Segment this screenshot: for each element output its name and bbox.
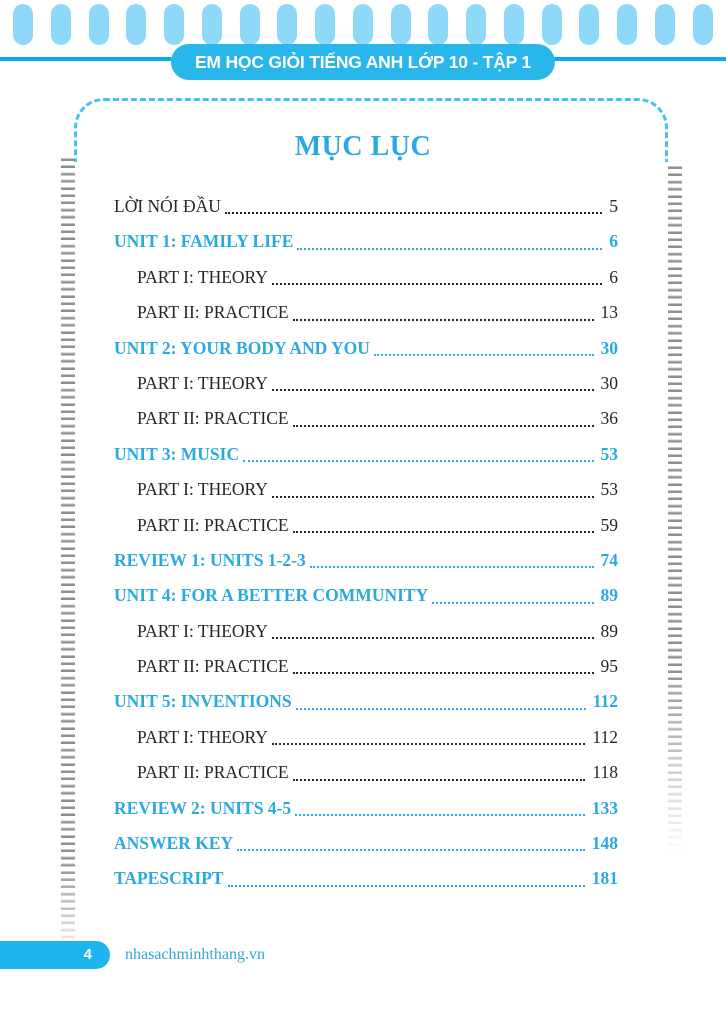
capsule-decoration [240, 4, 260, 45]
capsule-decoration [126, 4, 146, 45]
toc-entry-page: 53 [600, 479, 618, 500]
toc-entry [114, 543, 618, 578]
toc-entry-label: UNIT 4: FOR A BETTER COMMUNITY [114, 585, 429, 606]
toc-entry-label: UNIT 1: FAMILY LIFE [114, 231, 294, 252]
toc-entry-page: 74 [600, 549, 618, 570]
toc-dot-leader [228, 885, 585, 887]
toc-entry-page: 89 [600, 620, 618, 641]
toc-entry-page: 30 [600, 337, 618, 358]
toc-dot-leader [293, 531, 594, 533]
toc-entry [114, 472, 618, 507]
toc-entry-page: 133 [591, 797, 618, 818]
capsule-decoration [504, 4, 524, 45]
capsule-decoration [353, 4, 373, 45]
toc-entry-page: 118 [592, 762, 618, 783]
toc-entry [114, 614, 618, 649]
capsule-decoration [51, 4, 71, 45]
capsule-decoration [579, 4, 599, 45]
toc-dot-leader [272, 496, 594, 498]
toc-entry-page: 6 [609, 231, 618, 252]
toc-entry-page: 6 [609, 266, 618, 287]
toc-entry-label: TAPESCRIPT [114, 868, 224, 889]
capsule-decoration [164, 4, 184, 45]
capsule-decoration [13, 4, 33, 45]
toc-entry [114, 791, 618, 826]
toc-entry [114, 649, 618, 684]
toc-entry-label: PART II: PRACTICE [137, 408, 289, 429]
toc-dot-leader [293, 779, 586, 781]
toc-entry-label: REVIEW 2: UNITS 4-5 [114, 797, 292, 818]
page-title: MỤC LỤC [294, 131, 432, 162]
toc-dot-leader [272, 283, 602, 285]
footer-page-pill [0, 941, 110, 969]
toc-entry-label: PART II: PRACTICE [137, 762, 289, 783]
toc-entry [114, 401, 618, 436]
toc-dot-leader [297, 248, 602, 250]
capsule-decoration [542, 4, 562, 45]
toc-entry-page: 112 [592, 726, 618, 747]
toc-entry-page: 112 [592, 691, 618, 712]
toc-entry-page: 148 [591, 833, 618, 854]
left-spine-stripes [61, 158, 75, 938]
toc-dot-leader [374, 354, 594, 356]
toc-entry-page: 53 [600, 443, 618, 464]
capsule-decoration [617, 4, 637, 45]
toc-dot-leader [296, 708, 586, 710]
toc-entry [114, 508, 618, 543]
toc-entry-label: PART I: THEORY [137, 266, 268, 287]
toc-entry-label: LỜI NÓI ĐẦU [114, 196, 221, 216]
toc-dot-leader [237, 849, 585, 851]
capsule-decoration [655, 4, 675, 45]
capsule-decoration [89, 4, 109, 45]
toc-entry-page: 89 [600, 585, 618, 606]
toc-entry [114, 224, 618, 259]
toc-dot-leader [272, 743, 586, 745]
toc-entry [114, 578, 618, 613]
toc-entry-label: UNIT 2: YOUR BODY AND YOU [114, 337, 370, 358]
toc-entry-label: PART I: THEORY [137, 726, 268, 747]
toc-dot-leader [225, 212, 602, 214]
toc-entry [114, 295, 618, 330]
toc-entry-label: PART I: THEORY [137, 372, 268, 393]
toc-dot-leader [295, 814, 585, 816]
footer-website-link[interactable]: nhasachminhthang.vn [125, 946, 265, 963]
right-spine-stripes [668, 166, 682, 856]
toc-entry-label: PART I: THEORY [137, 479, 268, 500]
toc-entry-page: 13 [600, 302, 618, 323]
toc-entry [114, 437, 618, 472]
toc-entry-label: UNIT 5: INVENTIONS [114, 691, 292, 712]
toc-entry [114, 260, 618, 295]
toc-entry [114, 720, 618, 755]
footer-page-number: 4 [83, 946, 92, 963]
toc-entry-page: 95 [600, 656, 618, 677]
book-title-badge: EM HỌC GIỎI TIẾNG ANH LỚP 10 - TẬP 1 [171, 44, 555, 80]
toc-entry-label: ANSWER KEY [114, 833, 234, 854]
toc-entry-label: PART II: PRACTICE [137, 656, 289, 677]
toc-entry-label: PART II: PRACTICE [137, 514, 289, 535]
capsule-decoration [315, 4, 335, 45]
toc-dot-leader [293, 672, 594, 674]
toc-entry-label: REVIEW 1: UNITS 1-2-3 [114, 549, 306, 570]
toc-entry [114, 684, 618, 719]
toc-list [114, 189, 618, 897]
toc-dot-leader [293, 425, 594, 427]
toc-entry [114, 826, 618, 861]
capsule-decoration [202, 4, 222, 45]
capsule-decoration [428, 4, 448, 45]
top-capsule-row [0, 4, 726, 45]
toc-dot-leader [293, 319, 594, 321]
capsule-decoration [466, 4, 486, 45]
toc-dot-leader [272, 389, 594, 391]
toc-entry-page: 181 [591, 868, 618, 889]
capsule-decoration [277, 4, 297, 45]
toc-entry [114, 331, 618, 366]
toc-entry-label: UNIT 3: MUSIC [114, 443, 240, 464]
toc-entry-label: PART II: PRACTICE [137, 302, 289, 323]
toc-dot-leader [272, 637, 594, 639]
toc-entry [114, 861, 618, 896]
capsule-decoration [391, 4, 411, 45]
toc-dot-leader [432, 602, 593, 604]
capsule-decoration [693, 4, 713, 45]
toc-entry-label: PART I: THEORY [137, 620, 268, 641]
toc-entry-page: 36 [600, 408, 618, 429]
toc-entry-page: 59 [600, 514, 618, 535]
toc-entry [114, 366, 618, 401]
toc-entry [114, 189, 618, 224]
toc-dot-leader [310, 566, 594, 568]
toc-dot-leader [243, 460, 593, 462]
toc-entry-page: 30 [600, 372, 618, 393]
toc-entry-page: 5 [609, 196, 618, 216]
toc-entry [114, 755, 618, 790]
